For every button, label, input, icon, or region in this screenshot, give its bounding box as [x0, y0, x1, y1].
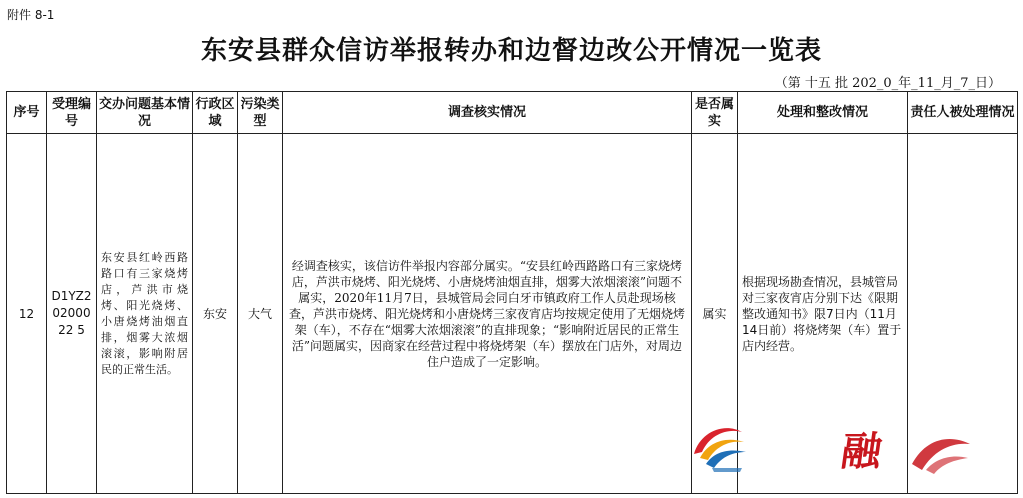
swirl-logo-icon — [690, 418, 750, 474]
watermark-char: 融 — [838, 428, 885, 475]
header-receive-no: 受理编号 — [47, 92, 97, 134]
header-investigation: 调查核实情况 — [283, 92, 692, 134]
cell-pollution: 大气 — [238, 134, 283, 494]
header-pollution: 污染类型 — [238, 92, 283, 134]
cell-seq: 12 — [7, 134, 47, 494]
cell-issue: 东安县红岭西路路口有三家烧烤店，芦洪市烧烤、阳光烧烤、小唐烧烤油烟直排，烟雾大浓烟滚滚，影响附居民的正常生活。 — [97, 134, 193, 494]
header-responsible: 责任人被处理情况 — [908, 92, 1018, 134]
cell-investigation: 经调查核实，该信访件举报内容部分属实。“安县红岭西路路口有三家烧烤店，芦洪市烧烤、阳光烧烤、小唐烧烤油烟直排，烟雾大浓烟滚滚”问题不属实，2020年11月7日，县城管局会同白牙市镇政府工作人员赴现场核查，芦洪市烧烤、阳光烧烤和小唐烧烤三家夜宵店均按规定使用了无烟烧烤架（车），不存在“烟雾大浓烟滚滚”的直排现象；“影响附近居民的正常生活”问题属实，因商家在经营过程中将烧烤架（车）摆放在门店外，对周边住户造成了一定影响。 — [283, 134, 692, 494]
batch-date: （第 十五 批 202_0_年_11_月_7_日） — [774, 76, 1001, 91]
attachment-label: 附件 8-1 — [7, 8, 55, 22]
brush-stroke-icon — [906, 430, 976, 474]
page-title: 东安县群众信访举报转办和边督边改公开情况一览表 — [200, 36, 822, 66]
cell-is-true: 属实 — [692, 134, 738, 494]
cell-region: 东安 — [193, 134, 238, 494]
cell-handling: 根据现场勘查情况，县城管局对三家夜宵店分别下达《限期整改通知书》限7日内（11月14日前）将烧烤架（车）置于店内经营。 — [738, 134, 908, 494]
cell-receive-no: D1YZ20200022 5 — [47, 134, 97, 494]
header-handling: 处理和整改情况 — [738, 92, 908, 134]
header-region: 行政区域 — [193, 92, 238, 134]
header-seq: 序号 — [7, 92, 47, 134]
header-is-true: 是否属实 — [692, 92, 738, 134]
header-issue: 交办问题基本情况 — [97, 92, 193, 134]
header-row — [7, 92, 1018, 134]
